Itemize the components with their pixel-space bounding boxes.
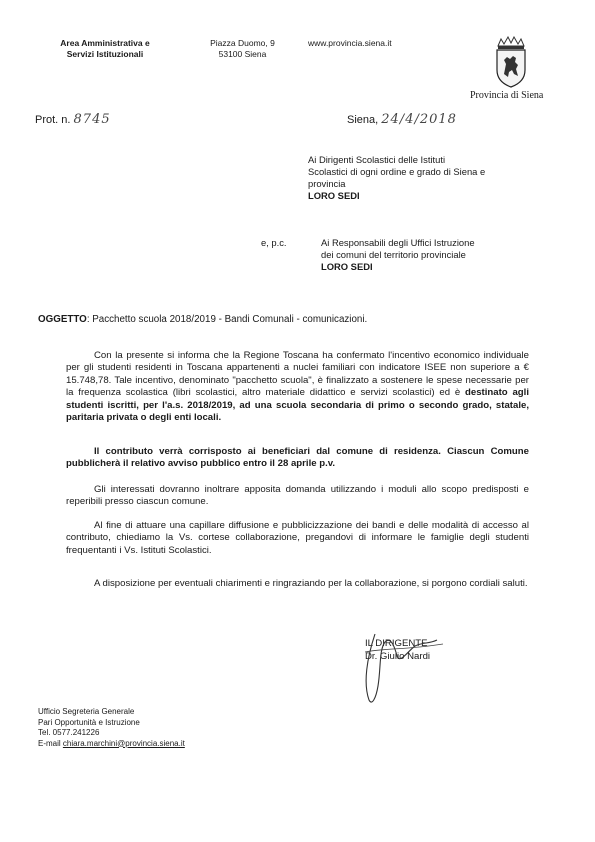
date-handwritten: 24/4/2018 bbox=[381, 112, 457, 127]
department-line-2: Servizi Istituzionali bbox=[66, 49, 144, 59]
footer-phone: Tel. 0577.241226 bbox=[38, 728, 100, 737]
signature-name: Dr. Giulio Nardi bbox=[365, 651, 431, 662]
protocol-line bbox=[35, 112, 111, 127]
paragraph-2: Il contributo verrà corrisposto ai beneficiari dal comune di residenza. Ciascun Comune pubblicherà il relativo avviso pubblico entro il 28 aprile p.v. bbox=[66, 446, 529, 470]
cc-line-1: Ai Responsabili degli Uffici Istruzione bbox=[321, 237, 475, 248]
subject-label: OGGETTO bbox=[38, 314, 87, 325]
address-line-1: Piazza Duomo, 9 bbox=[210, 38, 275, 48]
coat-of-arms-icon bbox=[492, 36, 530, 88]
signature-title: IL DIRIGENTE bbox=[365, 638, 428, 649]
date-place: Siena, bbox=[347, 114, 379, 126]
footer-email-line bbox=[38, 739, 185, 750]
recipients-line-2: Scolastici di ogni ordine e grado di Siena e bbox=[308, 166, 486, 177]
cc-label: e, p.c. bbox=[261, 237, 287, 248]
footer-department: Pari Opportunità e Istruzione bbox=[38, 717, 140, 727]
footer-email-link[interactable]: chiara.marchini@provincia.siena.it bbox=[62, 738, 185, 748]
address-line-2: 53100 Siena bbox=[218, 49, 267, 59]
cc-block bbox=[321, 237, 551, 273]
paragraph-3: Gli interessati dovranno inoltrare apposita domanda utilizzando i moduli allo scopo predisposti e reperibili presso ciascun comune. bbox=[66, 484, 529, 508]
protocol-number: 8745 bbox=[73, 112, 111, 127]
recipients-block bbox=[308, 154, 553, 202]
department-line-1: Area Amministrativa e bbox=[60, 38, 150, 48]
dateline bbox=[347, 112, 457, 127]
org-name: Provincia di Siena bbox=[470, 90, 544, 101]
subject-line bbox=[38, 314, 367, 325]
cc-sedi: LORO SEDI bbox=[321, 261, 373, 272]
cc-line-2: dei comuni del territorio provinciale bbox=[321, 249, 466, 260]
address-block bbox=[205, 38, 280, 60]
recipients-sedi: LORO SEDI bbox=[308, 190, 360, 201]
website-link[interactable]: www.provincia.siena.it bbox=[308, 38, 392, 48]
recipients-line-1: Ai Dirigenti Scolastici delle Istituti bbox=[308, 154, 446, 165]
protocol-label: Prot. n. bbox=[35, 114, 71, 126]
subject-text: : Pacchetto scuola 2018/2019 - Bandi Comunali - comunicazioni. bbox=[86, 314, 368, 325]
footer-contacts bbox=[38, 707, 185, 749]
paragraph-1-text: Con la presente si informa che la Regione Toscana ha confermato l'incentivo economico individuale per gli studenti residenti in Toscana appartenenti a nuclei familiari con indicatore ISEE non superiore a € 15.748,78. Tale incentivo, denominato "pacchetto scuola", è finalizzato a sostenere le spese necessarie per la frequenza scolastica (libri scolastici, altro materiale didattico e servizi scolastici) ed è bbox=[66, 350, 529, 399]
paragraph-1 bbox=[66, 350, 529, 424]
recipients-line-3: provincia bbox=[308, 178, 346, 189]
paragraph-1-emphasis: destinato agli studenti iscritti, per l'a.s. 2018/2019, ad una scuola secondaria di primo o secondo grado, statale, paritaria privata o degli enti locali. bbox=[66, 387, 529, 424]
footer-email-label: E-mail bbox=[38, 738, 63, 748]
footer-office: Ufficio Segreteria Generale bbox=[38, 707, 135, 716]
paragraph-4: Al fine di attuare una capillare diffusione e pubblicizzazione dei bandi e delle modalità di accesso al contributo, chiediamo la Vs. cortese collaborazione, pregandovi di informare le famiglie degli studenti frequentanti i Vs. Istituti Scolastici. bbox=[66, 520, 529, 556]
handwritten-signature-icon bbox=[345, 628, 455, 708]
department-name bbox=[50, 38, 160, 60]
paragraph-5: A disposizione per eventuali chiarimenti e ringraziando per la collaborazione, si porgono cordiali saluti. bbox=[94, 578, 528, 589]
